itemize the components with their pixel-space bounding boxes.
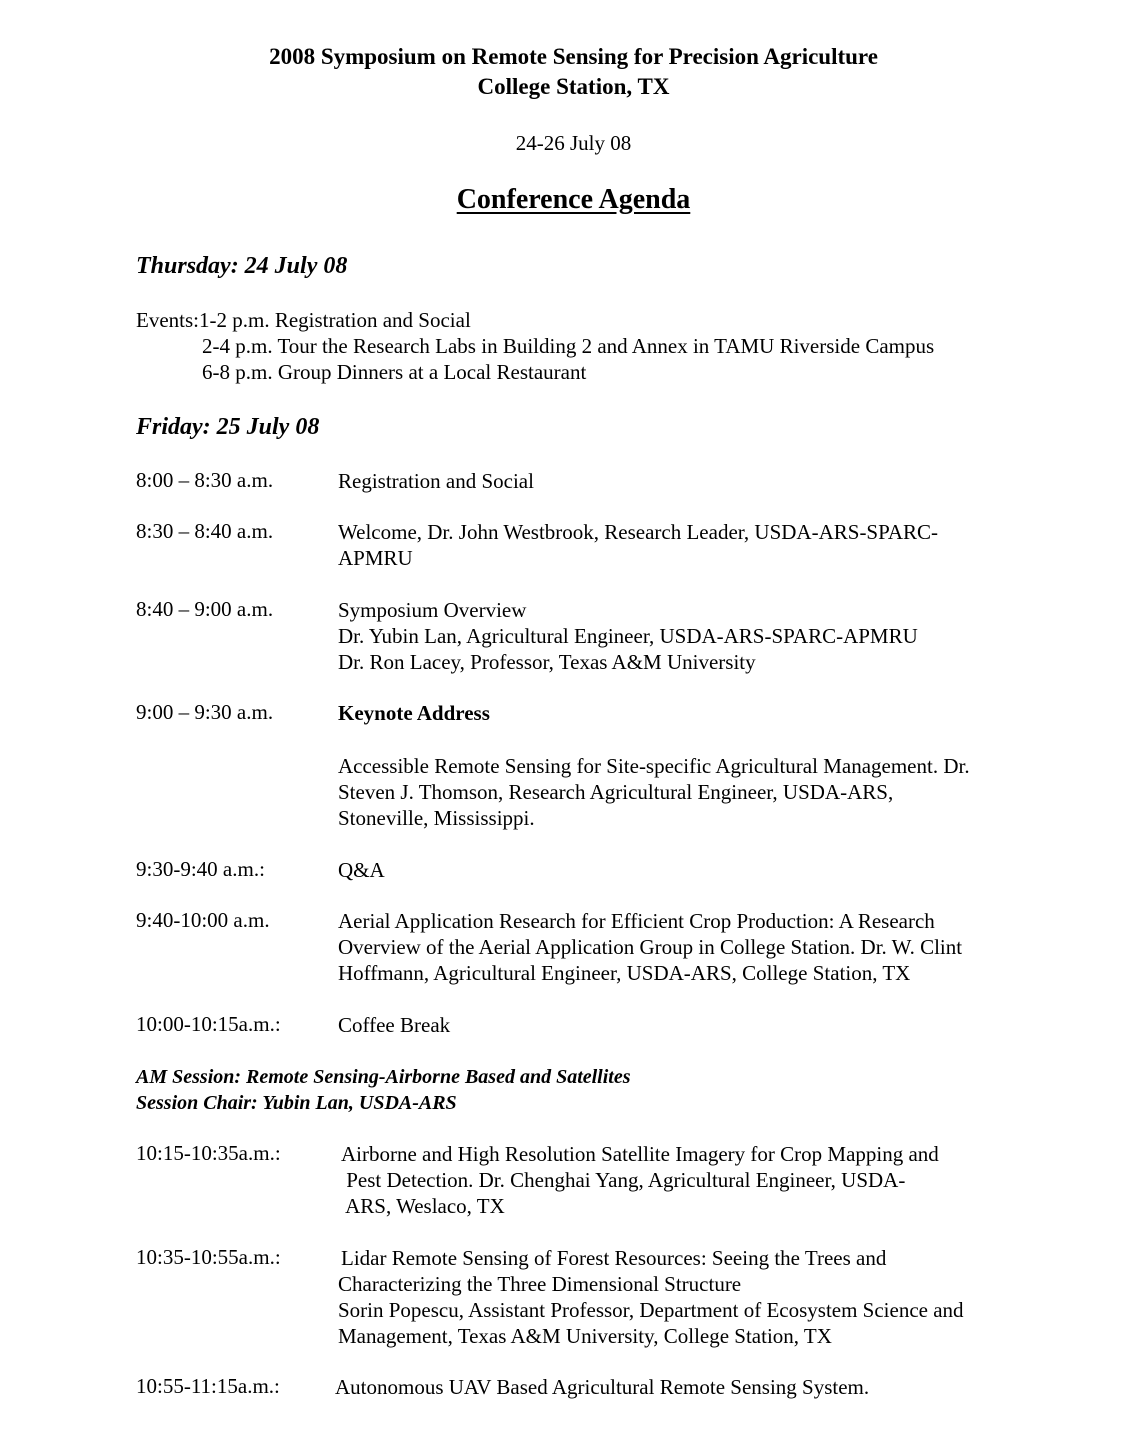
description-line: Keynote Address (338, 701, 490, 725)
agenda-time: 9:00 – 9:30 a.m. (136, 700, 274, 724)
description-line: Lidar Remote Sensing of Forest Resources: Seeing the Trees and (341, 1246, 887, 1270)
agenda-time: 8:00 – 8:30 a.m. (136, 468, 274, 492)
agenda-description (338, 1245, 964, 1349)
session-title: AM Session: Remote Sensing-Airborne Based and Satellites (136, 1066, 631, 1088)
agenda-time: 9:30-9:40 a.m.: (136, 857, 265, 881)
agenda-description (338, 597, 918, 675)
events-label: Events: (136, 308, 199, 332)
friday-heading: Friday: 25 July 08 (136, 414, 320, 440)
agenda-time: 8:40 – 9:00 a.m. (136, 597, 274, 621)
agenda-time: 10:35-10:55a.m.: (136, 1245, 281, 1269)
description-line: Management, Texas A&M University, College Station, TX (338, 1324, 832, 1348)
title-line-2: College Station, TX (477, 74, 670, 99)
agenda-time: 10:00-10:15a.m.: (136, 1012, 281, 1036)
agenda-time: 10:15-10:35a.m.: (136, 1141, 281, 1165)
agenda-time: 9:40-10:00 a.m. (136, 908, 270, 932)
description-line: Autonomous UAV Based Agricultural Remote Sensing System. (335, 1375, 870, 1399)
event-item: 6-8 p.m. Group Dinners at a Local Restaurant (202, 360, 587, 384)
events-line-1 (136, 308, 471, 333)
description-line: Accessible Remote Sensing for Site-specific Agricultural Management. Dr. (338, 754, 970, 778)
symposium-dates: 24-26 July 08 (515, 131, 632, 155)
description-line: Airborne and High Resolution Satellite Imagery for Crop Mapping and (341, 1142, 939, 1166)
agenda-description (338, 857, 385, 883)
description-line: APMRU (338, 546, 413, 570)
agenda-description (338, 519, 938, 571)
agenda-time: 8:30 – 8:40 a.m. (136, 519, 274, 543)
agenda-time: 10:55-11:15a.m.: (136, 1374, 280, 1398)
description-line: Dr. Ron Lacey, Professor, Texas A&M University (338, 650, 756, 674)
title-line-1: 2008 Symposium on Remote Sensing for Precision Agriculture (269, 44, 878, 69)
session-header (136, 1064, 631, 1116)
description-line: Overview of the Aerial Application Group in College Station. Dr. W. Clint (338, 935, 963, 959)
agenda-description (338, 908, 962, 986)
description-line: Registration and Social (338, 469, 534, 493)
description-line: ARS, Weslaco, TX (341, 1194, 505, 1218)
description-line: Welcome, Dr. John Westbrook, Research Leader, USDA-ARS-SPARC- (338, 520, 939, 544)
keynote-heading (338, 700, 490, 726)
description-line: Characterizing the Three Dimensional Structure (338, 1272, 742, 1296)
thursday-heading: Thursday: 24 July 08 (136, 253, 348, 279)
symposium-title (0, 42, 1147, 102)
description-line: Symposium Overview (338, 598, 527, 622)
description-line: Hoffmann, Agricultural Engineer, USDA-ARS, College Station, TX (338, 961, 911, 985)
description-line: Coffee Break (338, 1013, 451, 1037)
keynote-description (338, 753, 970, 831)
description-line: Sorin Popescu, Assistant Professor, Department of Ecosystem Science and (338, 1298, 964, 1322)
description-line: Pest Detection. Dr. Chenghai Yang, Agricultural Engineer, USDA- (341, 1168, 906, 1192)
session-chair: Session Chair: Yubin Lan, USDA-ARS (136, 1092, 457, 1114)
description-line: Stoneville, Mississippi. (338, 806, 535, 830)
description-line: Aerial Application Research for Efficient Crop Production: A Research (338, 909, 935, 933)
description-line: Q&A (338, 858, 385, 882)
agenda-description (341, 1141, 939, 1219)
event-item: 2-4 p.m. Tour the Research Labs in Building 2 and Annex in TAMU Riverside Campus (202, 334, 935, 358)
agenda-description (338, 468, 534, 494)
event-item: 1-2 p.m. Registration and Social (199, 308, 471, 332)
description-line: Dr. Yubin Lan, Agricultural Engineer, USDA-ARS-SPARC-APMRU (338, 624, 918, 648)
agenda-heading: Conference Agenda (456, 184, 691, 215)
agenda-description (338, 1012, 450, 1038)
description-line: Steven J. Thomson, Research Agricultural Engineer, USDA-ARS, (338, 780, 894, 804)
agenda-description (335, 1374, 869, 1400)
